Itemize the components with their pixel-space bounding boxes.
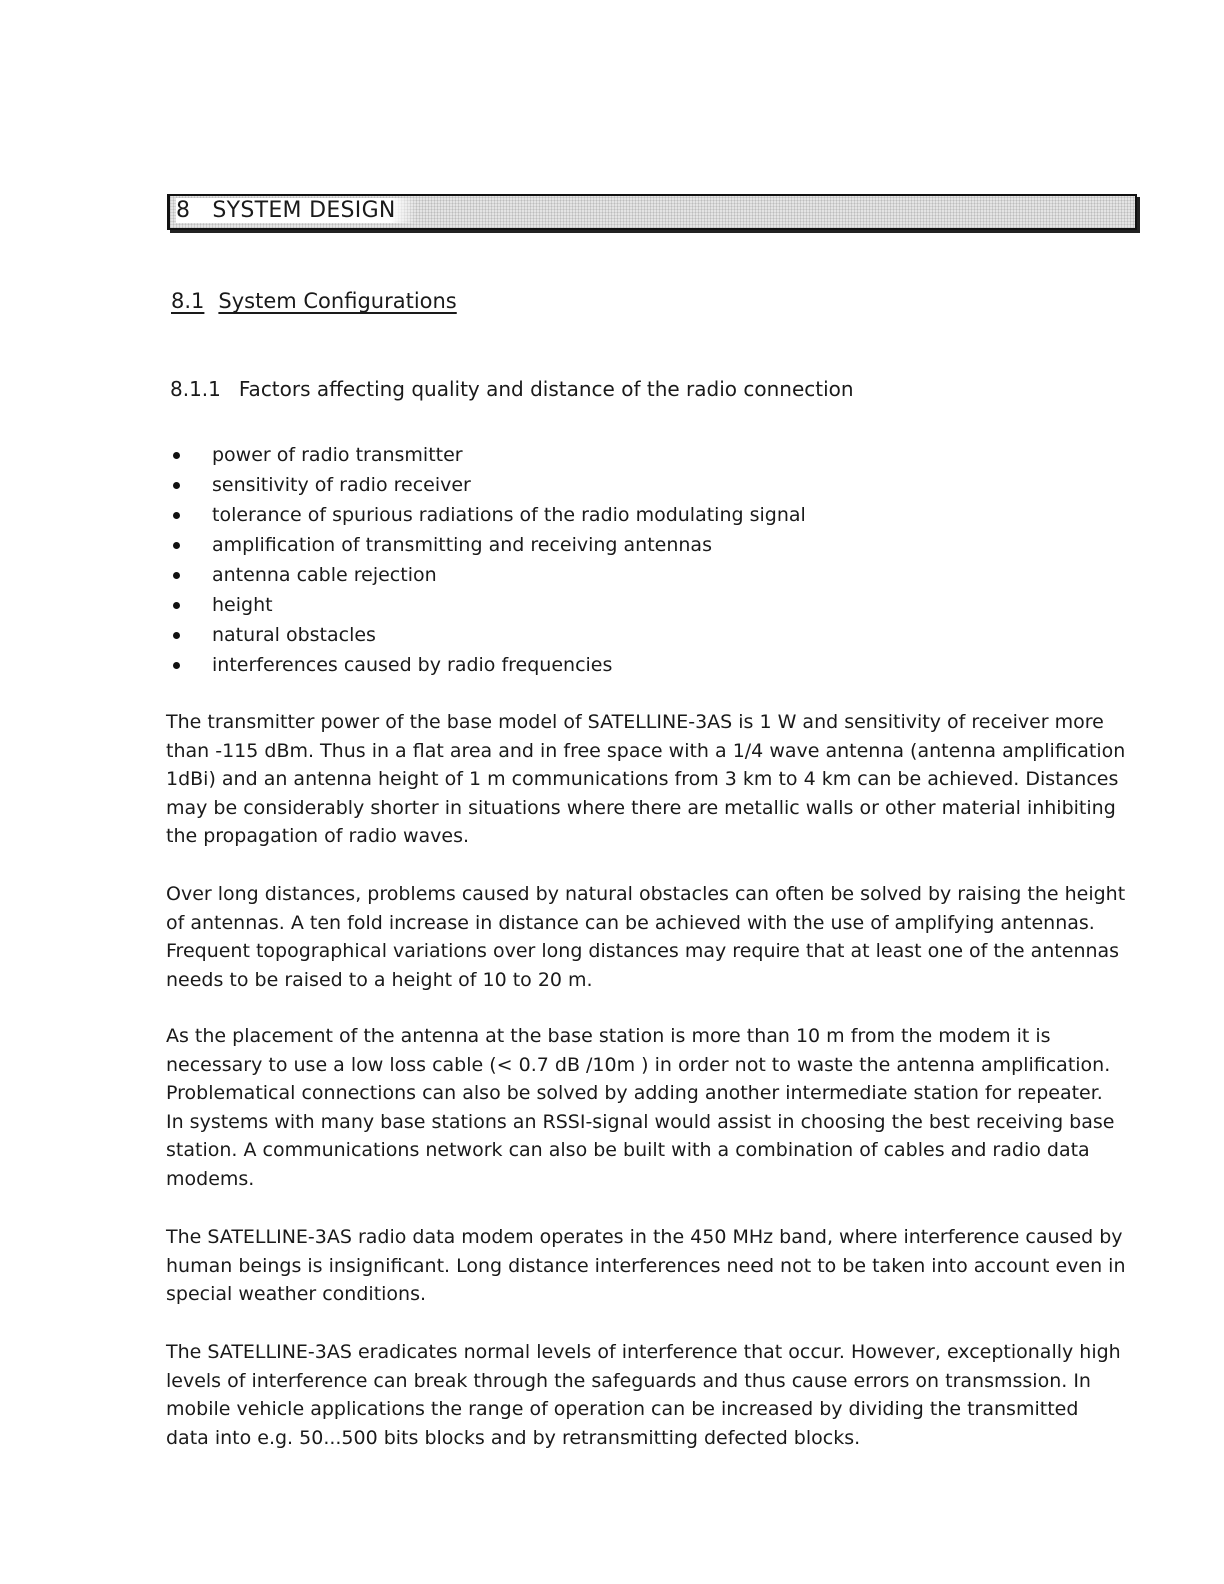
list-item-text: power of radio transmitter xyxy=(212,444,463,466)
list-item-text: antenna cable rejection xyxy=(212,564,437,586)
list-item xyxy=(170,530,806,560)
list-item xyxy=(170,440,806,470)
section-number: 8.1 xyxy=(171,289,205,313)
section-heading xyxy=(171,289,457,313)
list-item-text: height xyxy=(212,594,273,616)
factor-list xyxy=(170,440,806,680)
list-item xyxy=(170,470,806,500)
list-item xyxy=(170,560,806,590)
paragraph-long-distances: Over long distances, problems caused by natural obstacles can often be solved by raising the height of antennas. A ten fold increase in distance can be achieved with the use of amplifying antennas. Frequent topographical variations over long distances may require that at least one of the antennas needs to be raised to a height of 10 to 20 m. xyxy=(166,883,1126,991)
bullet-icon xyxy=(173,452,180,459)
bullet-icon xyxy=(173,512,180,519)
chapter-title: SYSTEM DESIGN xyxy=(212,198,396,223)
subsection-title: Factors affecting quality and distance of the radio connection xyxy=(238,377,854,401)
bullet-icon xyxy=(173,572,180,579)
paragraph-transmitter-power: The transmitter power of the base model of SATELLINE-3AS is 1 W and sensitivity of receiver more than -115 dBm. Thus in a flat area and in free space with a 1/4 wave antenna (antenna amplification 1dBi) and an antenna height of 1 m communications from 3 km to 4 km can be achieved. Distances may be considerably shorter in situations where there are metallic walls or other material inhibiting the propagation of radio waves. xyxy=(166,711,1126,847)
list-item xyxy=(170,590,806,620)
chapter-number: 8 xyxy=(176,198,191,223)
paragraph-interference: The SATELLINE-3AS eradicates normal levels of interference that occur. However, exceptionally high levels of interference can break through the safeguards and thus cause errors on transmssion. In mobile vehicle applications the range of operation can be increased by dividing the transmitted data into e.g. 50...500 bits blocks and by retransmitting defected blocks. xyxy=(166,1341,1121,1449)
bullet-icon xyxy=(173,662,180,669)
bullet-icon xyxy=(173,602,180,609)
bullet-icon xyxy=(173,632,180,639)
list-item xyxy=(170,620,806,650)
paragraph-antenna-placement: As the placement of the antenna at the base station is more than 10 m from the modem it is necessary to use a low loss cable (< 0.7 dB /10m ) in order not to waste the antenna amplification. Problematical connections can also be solved by adding another intermediate station for repeater. In systems with many base stations an RSSI-signal would assist in choosing the best receiving base station. A communications network can also be built with a combination of cables and radio data modems. xyxy=(166,1025,1115,1190)
chapter-heading-bar xyxy=(167,194,1137,230)
chapter-heading xyxy=(176,198,426,223)
subsection-number: 8.1.1 xyxy=(170,377,221,401)
bullet-icon xyxy=(173,542,180,549)
bullet-icon xyxy=(173,482,180,489)
list-item-text: natural obstacles xyxy=(212,624,376,646)
list-item xyxy=(170,650,806,680)
list-item-text: interferences caused by radio frequencies xyxy=(212,654,613,676)
paragraph-frequency-band: The SATELLINE-3AS radio data modem operates in the 450 MHz band, where interference caused by human beings is insignificant. Long distance interferences need not to be taken into account even in special weather conditions. xyxy=(166,1226,1126,1305)
list-item xyxy=(170,500,806,530)
section-title: System Configurations xyxy=(218,289,457,313)
list-item-text: tolerance of spurious radiations of the radio modulating signal xyxy=(212,504,806,526)
list-item-text: sensitivity of radio receiver xyxy=(212,474,471,496)
list-item-text: amplification of transmitting and receiving antennas xyxy=(212,534,712,556)
subsection-heading xyxy=(170,377,854,401)
